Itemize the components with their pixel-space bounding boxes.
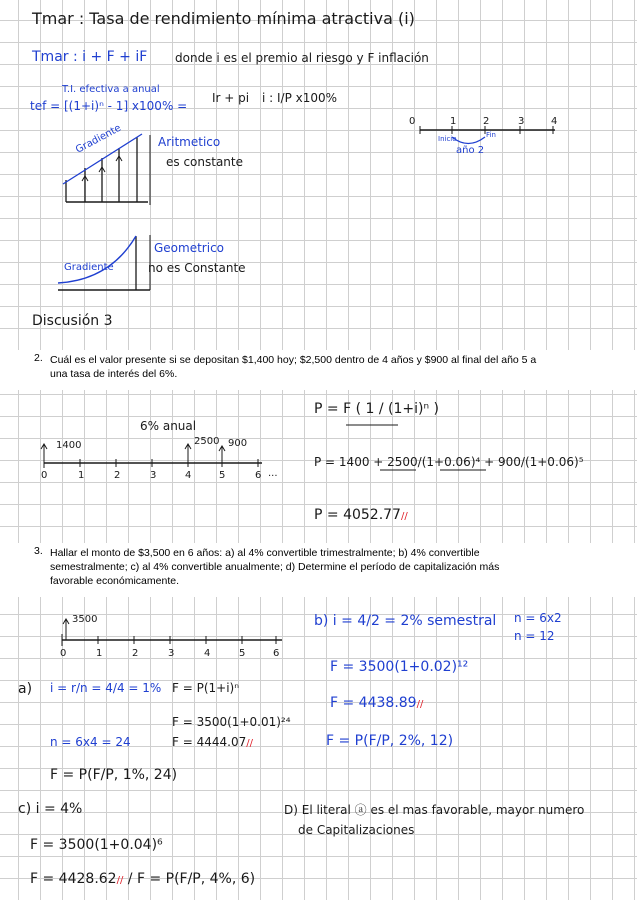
p2-tick-0: 0 <box>41 470 48 481</box>
p3a-formula: F = P(1+i)ⁿ <box>172 681 239 695</box>
p3b-result-value: F = 4438.89 <box>330 695 417 711</box>
p3a-label: a) <box>18 681 33 697</box>
p2-tick-1: 1 <box>78 470 85 481</box>
problem-3-text: Hallar el monto de $3,500 en 6 años: a) al 4% convertible trimestralmente; b) 4% convertible semestralmente; c) al 4% convertible anualmente; d) Determine el período de capitalización más favorable económicamente. <box>50 547 500 588</box>
check-mark: // <box>246 738 253 749</box>
p3c-factor: / F = P(F/P, 4%, 6) <box>127 871 256 887</box>
top-label-inicio: Inicio <box>438 135 457 143</box>
ti-title: T.I. efectiva a anual <box>62 84 160 95</box>
check-mark: // <box>400 511 408 522</box>
top-tick-0: 0 <box>409 116 416 127</box>
p2-flow-900: 900 <box>228 438 248 449</box>
p2-result-value: P = 4052.77 <box>314 507 401 523</box>
tmar-explanation: donde i es el premio al riesgo y F inflación <box>175 51 429 65</box>
ir-formula: Ir + pi <box>212 91 250 105</box>
top-tick-3: 3 <box>518 116 525 127</box>
p2-flow-2500: 2500 <box>194 436 220 447</box>
p3-tick-0: 0 <box>60 648 67 659</box>
top-tick-2: 2 <box>483 116 490 127</box>
problem-2-text: Cuál es el valor presente si se depositan $1,400 hoy; $2,500 dentro de 4 años y $900 al final del año 5 a una tasa de interés del 6%. <box>50 354 537 381</box>
p3-tick-6: 6 <box>273 648 280 659</box>
geo-gradient-label: Gradiente <box>64 262 114 273</box>
p3b-rate: b) i = 4/2 = 2% semestral <box>314 613 497 629</box>
p3b-n1: n = 6x2 <box>514 611 562 625</box>
tmar-definition: Tmar : Tasa de rendimiento mínima atractiva (i) <box>32 9 415 28</box>
top-tick-4: 4 <box>551 116 558 127</box>
arith-title: Aritmetico <box>158 135 221 149</box>
p2-tick-4: 4 <box>185 470 192 481</box>
geo-title: Geometrico <box>154 241 225 255</box>
p3a-f1: F = 3500(1+0.01)²⁴ <box>172 715 291 729</box>
p2-tick-6: 6 <box>255 470 262 481</box>
p3b-result <box>330 696 423 711</box>
p2-formula: P = F ( 1 / (1+i)ⁿ ) <box>314 401 439 417</box>
p3-flow-3500: 3500 <box>72 614 98 625</box>
p2-tick-2: 2 <box>114 470 121 481</box>
p3-tick-5: 5 <box>239 648 246 659</box>
p3a-rate: i = r/n = 4/4 = 1% <box>50 681 162 695</box>
tmar-formula: Tmar : i + F + iF <box>32 49 148 65</box>
p3a-result <box>172 736 253 749</box>
check-mark: // <box>116 875 124 886</box>
p2-tick-3: 3 <box>150 470 157 481</box>
top-label-fin: Fin <box>486 131 496 139</box>
p3d-text-2: de Capitalizaciones <box>298 823 415 837</box>
p3c-rate: c) i = 4% <box>18 801 83 817</box>
p3d-text: D) El literal ⓐ es el mas favorable, mayor numero <box>284 803 585 817</box>
section-title: Discusión 3 <box>32 313 113 329</box>
p3-tick-3: 3 <box>168 648 175 659</box>
p3c-result-value: F = 4428.62 <box>30 871 117 887</box>
tef-formula: tef = [(1+i)ⁿ - 1] x100% = <box>30 99 188 113</box>
p3-tick-1: 1 <box>96 648 103 659</box>
p3a-n: n = 6x4 = 24 <box>50 735 131 749</box>
p2-tick-5: 5 <box>219 470 226 481</box>
p2-tick-more: ... <box>268 468 278 479</box>
top-tick-1: 1 <box>450 116 457 127</box>
p3-tick-4: 4 <box>204 648 211 659</box>
problem-2-number: 2. <box>34 352 43 364</box>
geo-desc: no es Constante <box>148 261 246 275</box>
p3b-f1: F = 3500(1+0.02)¹² <box>330 659 469 675</box>
p3b-n2: n = 12 <box>514 629 555 643</box>
arith-gradient-label: Gradiente <box>74 122 124 156</box>
i-formula: i : I/P x100% <box>262 91 338 105</box>
check-mark: // <box>416 699 424 710</box>
p3c-f1: F = 3500(1+0.04)⁶ <box>30 837 163 853</box>
p3b-factor: F = P(F/P, 2%, 12) <box>326 733 454 749</box>
p2-rate-note: 6% anual <box>140 419 197 433</box>
p2-flow-1400: 1400 <box>56 440 82 451</box>
p3c-result <box>30 872 255 887</box>
top-label-year: año 2 <box>456 145 485 156</box>
problem-3-number: 3. <box>34 545 43 557</box>
p3a-result-value: F = 4444.07 <box>172 735 247 749</box>
p3-tick-2: 2 <box>132 648 139 659</box>
p2-calc: P = 1400 + 2500/(1+0.06)⁴ + 900/(1+0.06)⁵ <box>314 455 584 469</box>
p3a-factor: F = P(F/P, 1%, 24) <box>50 767 178 783</box>
arith-desc: es constante <box>166 155 243 169</box>
